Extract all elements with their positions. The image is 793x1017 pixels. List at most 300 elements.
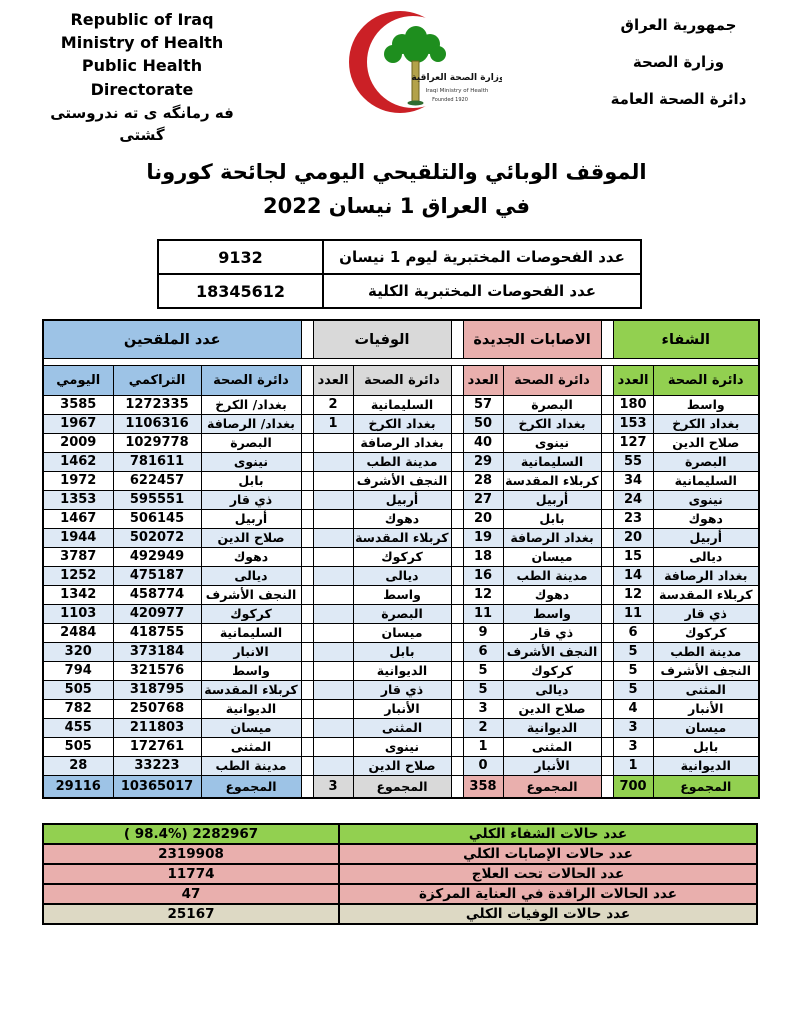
vaccinated-total-daily: 29116 <box>43 775 113 798</box>
deaths-dept-cell: واسط <box>353 585 451 604</box>
infections-count-cell: 16 <box>463 566 503 585</box>
recovery-count-cell: 15 <box>613 547 653 566</box>
vaccinated-cumulative-cell: 595551 <box>113 490 201 509</box>
spacer-cell <box>451 699 463 718</box>
infections-dept-cell: السليمانية <box>503 452 601 471</box>
spacer-cell <box>601 718 613 737</box>
spacer-cell <box>601 756 613 775</box>
vaccinated-cumulative-cell: 1272335 <box>113 395 201 414</box>
infections-dept-cell: الديوانية <box>503 718 601 737</box>
spacer-cell <box>601 395 613 414</box>
vaccinated-daily-cell: 28 <box>43 756 113 775</box>
vaccinated-daily-cell: 320 <box>43 642 113 661</box>
deaths-dept-cell: السليمانية <box>353 395 451 414</box>
recovery-dept-cell: ديالى <box>653 547 759 566</box>
spacer-cell <box>451 661 463 680</box>
header-arabic-line: وزارة الصحة <box>632 53 725 71</box>
deaths-count-cell <box>313 585 353 604</box>
infections-dept-cell: صلاح الدين <box>503 699 601 718</box>
spacer-cell <box>451 756 463 775</box>
deaths-dept-cell: بغداد الكرخ <box>353 414 451 433</box>
summary-recovery-total-value: ( 98.4%) 2282967 <box>43 824 339 844</box>
infections-dept-cell: ديالى <box>503 680 601 699</box>
summary-table <box>42 823 758 925</box>
recovery-dept-cell: ميسان <box>653 718 759 737</box>
deaths-count-cell <box>313 547 353 566</box>
vaccinated-daily-cell: 3787 <box>43 547 113 566</box>
table-row <box>43 566 759 585</box>
deaths-count-cell <box>313 604 353 623</box>
spacer-cell <box>601 623 613 642</box>
table-row <box>43 547 759 566</box>
summary-icu-value: 47 <box>43 884 339 904</box>
vaccinated-daily-cell: 782 <box>43 699 113 718</box>
summary-row <box>43 884 757 904</box>
spacer-cell <box>301 585 313 604</box>
recovery-dept-cell: المثنى <box>653 680 759 699</box>
deaths-dept-cell: النجف الأشرف <box>353 471 451 490</box>
vaccinated-daily-cell: 1462 <box>43 452 113 471</box>
infections-dept-cell: مدينة الطب <box>503 566 601 585</box>
spacer-cell <box>601 320 613 358</box>
infections-dept-cell: بغداد الكرخ <box>503 414 601 433</box>
colheader-cumulative: التراكمي <box>113 365 201 395</box>
spacer-cell <box>301 699 313 718</box>
infections-dept-cell: أربيل <box>503 490 601 509</box>
table-row <box>43 699 759 718</box>
infections-dept-cell: بغداد الرصافة <box>503 528 601 547</box>
infections-count-cell: 5 <box>463 661 503 680</box>
vaccinated-daily-cell: 1252 <box>43 566 113 585</box>
infections-count-cell: 6 <box>463 642 503 661</box>
deaths-count-cell <box>313 642 353 661</box>
spacer-cell <box>601 661 613 680</box>
vaccinated-cumulative-cell: 622457 <box>113 471 201 490</box>
recovery-dept-cell: بغداد الكرخ <box>653 414 759 433</box>
recovery-count-cell: 3 <box>613 737 653 756</box>
infections-count-cell: 19 <box>463 528 503 547</box>
header-english-block <box>36 8 248 146</box>
logo-founded-text: Founded 1920 <box>432 97 468 103</box>
vaccinated-dept-cell: دهوك <box>201 547 301 566</box>
infections-dept-cell: الأنبار <box>503 756 601 775</box>
spacer-cell <box>301 547 313 566</box>
vaccinated-dept-cell: الديوانية <box>201 699 301 718</box>
deaths-dept-cell: ميسان <box>353 623 451 642</box>
summary-deaths-total-label: عدد حالات الوفيات الكلي <box>339 904 757 924</box>
table-row <box>43 528 759 547</box>
spacer-cell <box>451 775 463 798</box>
vaccinated-total-label: المجموع <box>201 775 301 798</box>
infections-total-count: 358 <box>463 775 503 798</box>
recovery-dept-cell: الديوانية <box>653 756 759 775</box>
table-row <box>43 718 759 737</box>
recovery-dept-cell: صلاح الدين <box>653 433 759 452</box>
recovery-total-label: المجموع <box>653 775 759 798</box>
deaths-dept-cell: كربلاء المقدسة <box>353 528 451 547</box>
deaths-dept-cell: بابل <box>353 642 451 661</box>
spacer-cell <box>451 395 463 414</box>
infections-dept-cell: المثنى <box>503 737 601 756</box>
spacer-cell <box>601 414 613 433</box>
colheader-daily: اليومي <box>43 365 113 395</box>
summary-infections-total-value: 2319908 <box>43 844 339 864</box>
deaths-count-cell <box>313 433 353 452</box>
spacer-cell <box>301 528 313 547</box>
report-title-line2: في العراق 1 نيسان 2022 <box>263 193 530 218</box>
recovery-count-cell: 34 <box>613 471 653 490</box>
colheader-health-dept-infections: دائرة الصحة <box>503 365 601 395</box>
infections-count-cell: 5 <box>463 680 503 699</box>
colheader-health-dept-deaths: دائرة الصحة <box>353 365 451 395</box>
vaccinated-daily-cell: 1944 <box>43 528 113 547</box>
deaths-count-cell <box>313 718 353 737</box>
crescent-tree-logo-icon <box>332 8 502 120</box>
vaccinated-cumulative-cell: 418755 <box>113 623 201 642</box>
column-header-row <box>43 365 759 395</box>
vaccinated-cumulative-cell: 502072 <box>113 528 201 547</box>
infections-dept-cell: ميسان <box>503 547 601 566</box>
header-kurdish-line: فه رمانگه ی ته ندروستی گشتی <box>50 103 234 144</box>
section-title-infections: الاصابات الجديدة <box>463 320 601 358</box>
deaths-dept-cell: ذي قار <box>353 680 451 699</box>
spacer-cell <box>451 365 463 395</box>
infections-count-cell: 27 <box>463 490 503 509</box>
report-title <box>0 156 793 223</box>
deaths-count-cell: 1 <box>313 414 353 433</box>
recovery-count-cell: 55 <box>613 452 653 471</box>
recovery-dept-cell: مدينة الطب <box>653 642 759 661</box>
lab-tests-daily-value: 9132 <box>158 240 323 274</box>
vaccinated-cumulative-cell: 458774 <box>113 585 201 604</box>
spacer-cell <box>601 365 613 395</box>
summary-deaths-total-value: 25167 <box>43 904 339 924</box>
vaccinated-cumulative-cell: 781611 <box>113 452 201 471</box>
recovery-count-cell: 180 <box>613 395 653 414</box>
spacer-cell <box>601 547 613 566</box>
recovery-dept-cell: واسط <box>653 395 759 414</box>
vaccinated-cumulative-cell: 1029778 <box>113 433 201 452</box>
deaths-dept-cell: كركوك <box>353 547 451 566</box>
infections-dept-cell: بابل <box>503 509 601 528</box>
spacer-cell <box>601 737 613 756</box>
main-table <box>42 319 760 799</box>
deaths-dept-cell: المثنى <box>353 718 451 737</box>
vaccinated-dept-cell: ديالى <box>201 566 301 585</box>
deaths-count-cell: 2 <box>313 395 353 414</box>
spacer-cell <box>451 642 463 661</box>
colheader-count-deaths: العدد <box>313 365 353 395</box>
summary-row <box>43 844 757 864</box>
vaccinated-dept-cell: بابل <box>201 471 301 490</box>
infections-count-cell: 18 <box>463 547 503 566</box>
deaths-dept-cell: بغداد الرصافة <box>353 433 451 452</box>
header-arabic-line: جمهورية العراق <box>620 16 737 34</box>
recovery-count-cell: 12 <box>613 585 653 604</box>
recovery-dept-cell: النجف الأشرف <box>653 661 759 680</box>
recovery-count-cell: 20 <box>613 528 653 547</box>
spacer-cell <box>301 775 313 798</box>
deaths-count-cell <box>313 737 353 756</box>
recovery-count-cell: 5 <box>613 661 653 680</box>
infections-count-cell: 2 <box>463 718 503 737</box>
recovery-dept-cell: دهوك <box>653 509 759 528</box>
vaccinated-daily-cell: 455 <box>43 718 113 737</box>
recovery-dept-cell: البصرة <box>653 452 759 471</box>
infections-count-cell: 11 <box>463 604 503 623</box>
vaccinated-daily-cell: 2009 <box>43 433 113 452</box>
vaccinated-daily-cell: 1467 <box>43 509 113 528</box>
spacer-cell <box>451 737 463 756</box>
vaccinated-dept-cell: نينوى <box>201 452 301 471</box>
spacer-cell <box>601 566 613 585</box>
table-row <box>43 737 759 756</box>
vaccinated-dept-cell: السليمانية <box>201 623 301 642</box>
spacer-cell <box>601 604 613 623</box>
recovery-dept-cell: بابل <box>653 737 759 756</box>
spacer-cell <box>301 414 313 433</box>
vaccinated-dept-cell: واسط <box>201 661 301 680</box>
vaccinated-cumulative-cell: 506145 <box>113 509 201 528</box>
infections-count-cell: 57 <box>463 395 503 414</box>
spacer-cell <box>451 320 463 358</box>
spacer-cell <box>301 756 313 775</box>
recovery-dept-cell: الأنبار <box>653 699 759 718</box>
vaccinated-daily-cell: 3585 <box>43 395 113 414</box>
spacer-cell <box>451 604 463 623</box>
colheader-count-recovery: العدد <box>613 365 653 395</box>
infections-count-cell: 40 <box>463 433 503 452</box>
vaccinated-dept-cell: الانبار <box>201 642 301 661</box>
vaccinated-daily-cell: 794 <box>43 661 113 680</box>
spacer-cell <box>601 699 613 718</box>
vaccinated-daily-cell: 1103 <box>43 604 113 623</box>
infections-count-cell: 1 <box>463 737 503 756</box>
spacer-cell <box>451 471 463 490</box>
deaths-count-cell <box>313 680 353 699</box>
recovery-dept-cell: ذي قار <box>653 604 759 623</box>
infections-count-cell: 9 <box>463 623 503 642</box>
spacer-cell <box>601 433 613 452</box>
infections-dept-cell: نينوى <box>503 433 601 452</box>
spacer-cell <box>601 528 613 547</box>
ministry-logo <box>332 8 502 120</box>
vaccinated-daily-cell: 2484 <box>43 623 113 642</box>
deaths-count-cell <box>313 509 353 528</box>
vaccinated-daily-cell: 1353 <box>43 490 113 509</box>
deaths-dept-cell: الأنبار <box>353 699 451 718</box>
recovery-count-cell: 11 <box>613 604 653 623</box>
deaths-count-cell <box>313 699 353 718</box>
spacer-cell <box>601 642 613 661</box>
spacer-cell <box>301 509 313 528</box>
vaccinated-total-cumulative: 10365017 <box>113 775 201 798</box>
spacer-cell <box>301 737 313 756</box>
deaths-count-cell <box>313 471 353 490</box>
vaccinated-dept-cell: النجف الأشرف <box>201 585 301 604</box>
recovery-dept-cell: أربيل <box>653 528 759 547</box>
spacer-cell <box>301 320 313 358</box>
table-row <box>43 433 759 452</box>
spacer-cell <box>601 490 613 509</box>
section-title-recovery: الشفاء <box>613 320 759 358</box>
recovery-count-cell: 14 <box>613 566 653 585</box>
spacer-cell <box>451 509 463 528</box>
lab-tests-total-value: 18345612 <box>158 274 323 308</box>
spacer-cell <box>451 433 463 452</box>
infections-count-cell: 20 <box>463 509 503 528</box>
spacer-cell <box>451 680 463 699</box>
summary-under-treatment-label: عدد الحالات تحت العلاج <box>339 864 757 884</box>
lab-tests-row <box>158 274 641 308</box>
infections-dept-cell: ذي قار <box>503 623 601 642</box>
summary-under-treatment-value: 11774 <box>43 864 339 884</box>
spacer-cell <box>451 414 463 433</box>
vaccinated-cumulative-cell: 492949 <box>113 547 201 566</box>
deaths-dept-cell: صلاح الدين <box>353 756 451 775</box>
vaccinated-dept-cell: ذي قار <box>201 490 301 509</box>
deaths-dept-cell: مدينة الطب <box>353 452 451 471</box>
deaths-dept-cell: أربيل <box>353 490 451 509</box>
recovery-count-cell: 3 <box>613 718 653 737</box>
vaccinated-cumulative-cell: 33223 <box>113 756 201 775</box>
deaths-dept-cell: ديالى <box>353 566 451 585</box>
colheader-health-dept-vaccinated: دائرة الصحة <box>201 365 301 395</box>
vaccinated-dept-cell: البصرة <box>201 433 301 452</box>
logo-arabic-text: وزارة الصحة العراقية <box>411 73 502 83</box>
vaccinated-dept-cell: كربلاء المقدسة <box>201 680 301 699</box>
spacer-cell <box>301 395 313 414</box>
spacer-cell <box>601 775 613 798</box>
spacer-cell <box>301 452 313 471</box>
recovery-count-cell: 5 <box>613 680 653 699</box>
infections-count-cell: 28 <box>463 471 503 490</box>
spacer-cell <box>451 718 463 737</box>
table-row <box>43 756 759 775</box>
vaccinated-cumulative-cell: 1106316 <box>113 414 201 433</box>
section-title-row <box>43 320 759 358</box>
lab-tests-daily-label: عدد الفحوصات المختبرية ليوم 1 نيسان <box>323 240 641 274</box>
table-row <box>43 395 759 414</box>
infections-dept-cell: كربلاء المقدسة <box>503 471 601 490</box>
vaccinated-dept-cell: المثنى <box>201 737 301 756</box>
header-english-line: Public Health Directorate <box>81 56 203 99</box>
spacer-cell <box>301 471 313 490</box>
vaccinated-daily-cell: 505 <box>43 680 113 699</box>
infections-dept-cell: دهوك <box>503 585 601 604</box>
spacer-cell <box>301 623 313 642</box>
deaths-dept-cell: نينوى <box>353 737 451 756</box>
deaths-count-cell <box>313 661 353 680</box>
vaccinated-daily-cell: 1972 <box>43 471 113 490</box>
spacer-cell <box>451 585 463 604</box>
page-header <box>0 0 793 146</box>
infections-dept-cell: النجف الأشرف <box>503 642 601 661</box>
deaths-dept-cell: دهوك <box>353 509 451 528</box>
spacer-cell <box>301 365 313 395</box>
section-title-vaccinated: عدد الملقحين <box>43 320 301 358</box>
infections-total-label: المجموع <box>503 775 601 798</box>
header-arabic-line: دائرة الصحة العامة <box>610 90 747 108</box>
infections-count-cell: 3 <box>463 699 503 718</box>
table-row <box>43 604 759 623</box>
vaccinated-daily-cell: 1967 <box>43 414 113 433</box>
table-row <box>43 680 759 699</box>
table-row <box>43 509 759 528</box>
table-row <box>43 642 759 661</box>
infections-dept-cell: البصرة <box>503 395 601 414</box>
spacer-cell <box>451 490 463 509</box>
spacer-cell <box>601 452 613 471</box>
recovery-dept-cell: كربلاء المقدسة <box>653 585 759 604</box>
deaths-count-cell <box>313 623 353 642</box>
report-title-line1: الموقف الوبائي والتلقيحي اليومي لجائحة كورونا <box>146 160 647 185</box>
summary-row <box>43 904 757 924</box>
vaccinated-cumulative-cell: 318795 <box>113 680 201 699</box>
recovery-count-cell: 6 <box>613 623 653 642</box>
vaccinated-cumulative-cell: 321576 <box>113 661 201 680</box>
deaths-count-cell <box>313 756 353 775</box>
spacer-cell <box>301 680 313 699</box>
spacer-cell <box>301 718 313 737</box>
recovery-count-cell: 23 <box>613 509 653 528</box>
spacer-cell <box>301 661 313 680</box>
summary-infections-total-label: عدد حالات الإصابات الكلي <box>339 844 757 864</box>
deaths-count-cell <box>313 566 353 585</box>
vaccinated-dept-cell: بغداد/ الكرخ <box>201 395 301 414</box>
deaths-count-cell <box>313 452 353 471</box>
vaccinated-cumulative-cell: 475187 <box>113 566 201 585</box>
spacer-cell <box>451 623 463 642</box>
recovery-count-cell: 127 <box>613 433 653 452</box>
recovery-total-count: 700 <box>613 775 653 798</box>
section-title-deaths: الوفيات <box>313 320 451 358</box>
colheader-health-dept-recovery: دائرة الصحة <box>653 365 759 395</box>
infections-dept-cell: كركوك <box>503 661 601 680</box>
spacer-cell <box>451 452 463 471</box>
recovery-count-cell: 5 <box>613 642 653 661</box>
spacer-cell <box>451 528 463 547</box>
header-english-line: Republic of Iraq <box>70 10 214 29</box>
recovery-dept-cell: كركوك <box>653 623 759 642</box>
lab-tests-total-label: عدد الفحوصات المختبرية الكلية <box>323 274 641 308</box>
header-gap-row <box>43 358 759 365</box>
infections-count-cell: 12 <box>463 585 503 604</box>
vaccinated-daily-cell: 1342 <box>43 585 113 604</box>
spacer-cell <box>301 604 313 623</box>
vaccinated-dept-cell: بغداد/ الرصافة <box>201 414 301 433</box>
vaccinated-dept-cell: ميسان <box>201 718 301 737</box>
spacer-cell <box>301 433 313 452</box>
vaccinated-cumulative-cell: 250768 <box>113 699 201 718</box>
spacer-cell <box>601 471 613 490</box>
infections-count-cell: 0 <box>463 756 503 775</box>
spacer-cell <box>451 547 463 566</box>
spacer-cell <box>601 585 613 604</box>
vaccinated-dept-cell: مدينة الطب <box>201 756 301 775</box>
vaccinated-dept-cell: كركوك <box>201 604 301 623</box>
table-row <box>43 585 759 604</box>
summary-icu-label: عدد الحالات الراقدة في العناية المركزة <box>339 884 757 904</box>
recovery-count-cell: 153 <box>613 414 653 433</box>
infections-count-cell: 50 <box>463 414 503 433</box>
vaccinated-cumulative-cell: 373184 <box>113 642 201 661</box>
deaths-dept-cell: الديوانية <box>353 661 451 680</box>
recovery-count-cell: 4 <box>613 699 653 718</box>
spacer-cell <box>451 566 463 585</box>
colheader-count-infections: العدد <box>463 365 503 395</box>
header-gap <box>43 358 759 365</box>
